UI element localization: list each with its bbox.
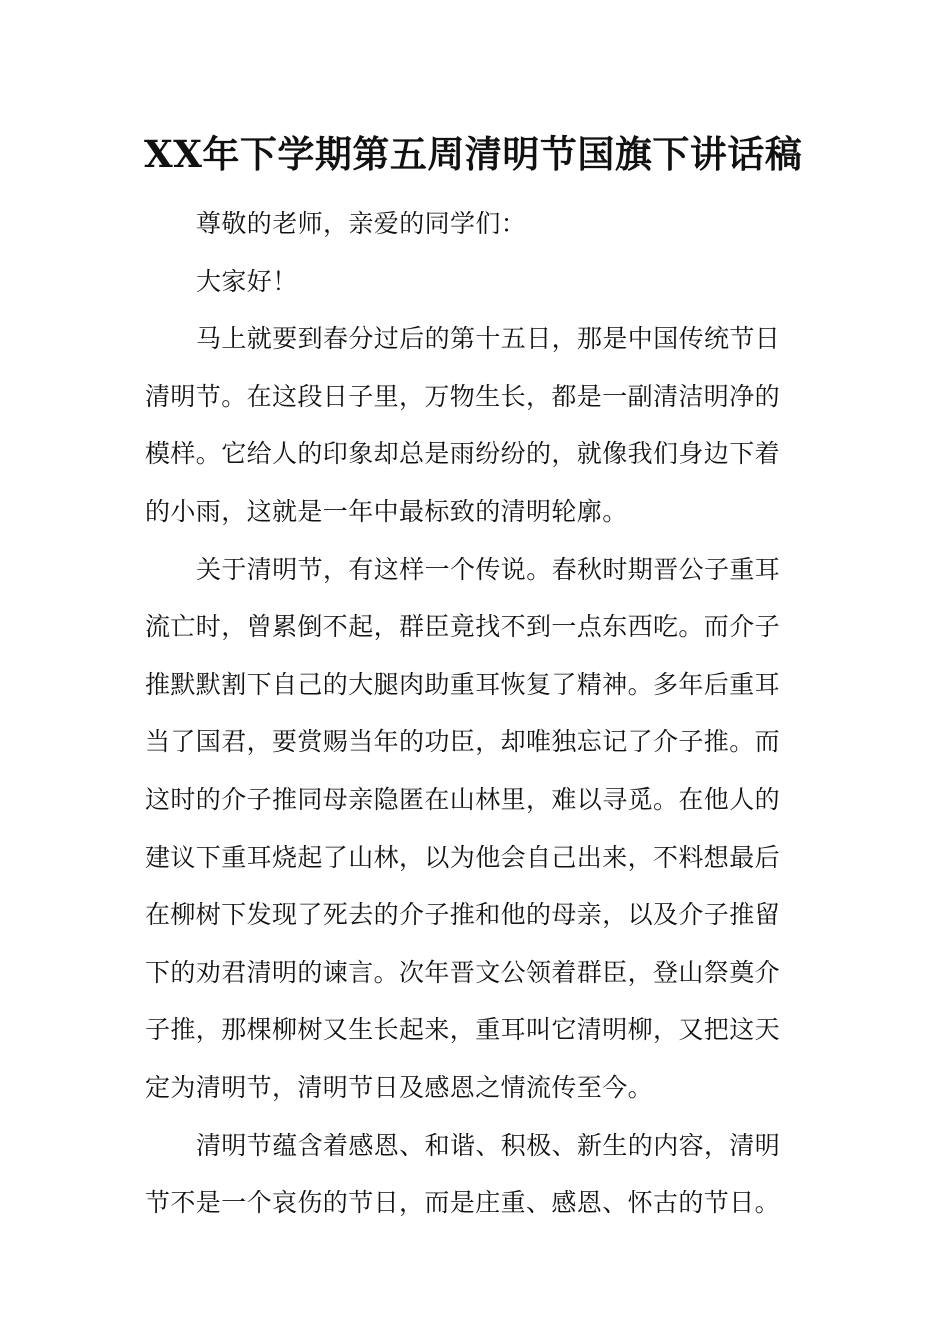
text-line: 当了国君，要赏赐当年的功臣，却唯独忘记了介子推。而 bbox=[145, 727, 781, 757]
text-line: 定为清明节，清明节日及感恩之情流传至今。 bbox=[145, 1072, 654, 1102]
text-line: 节不是一个哀伤的节日，而是庄重、感恩、怀古的节日。 bbox=[145, 1188, 781, 1218]
document-title: XX年下学期第五周清明节国旗下讲话稿 bbox=[144, 132, 803, 176]
text-line: 子推，那棵柳树又生长起来，重耳叫它清明柳，又把这天 bbox=[145, 1015, 781, 1045]
text-line: 流亡时，曾累倒不起，群臣竟找不到一点东西吃。而介子 bbox=[145, 612, 781, 642]
text-line: 大家好！ bbox=[196, 266, 298, 296]
text-line: 下的劝君清明的谏言。次年晋文公领着群臣，登山祭奠介 bbox=[145, 957, 781, 987]
document-body bbox=[145, 195, 810, 1232]
text-line: 模样。它给人的印象却总是雨纷纷的，就像我们身边下着 bbox=[145, 439, 781, 469]
text-line: 在柳树下发现了死去的介子推和他的母亲，以及介子推留 bbox=[145, 900, 781, 930]
text-line: 推默默割下自己的大腿肉助重耳恢复了精神。多年后重耳 bbox=[145, 669, 781, 699]
text-line: 的小雨，这就是一年中最标致的清明轮廓。 bbox=[145, 496, 628, 526]
text-line: 这时的介子推同母亲隐匿在山林里，难以寻觅。在他人的 bbox=[145, 784, 781, 814]
text-line: 建议下重耳烧起了山林，以为他会自己出来，不料想最后 bbox=[145, 842, 781, 872]
text-line: 关于清明节，有这样一个传说。春秋时期晋公子重耳 bbox=[196, 554, 781, 584]
text-line: 马上就要到春分过后的第十五日，那是中国传统节日 bbox=[196, 324, 781, 354]
text-line: 清明节蕴含着感恩、和谐、积极、新生的内容，清明 bbox=[196, 1130, 781, 1160]
text-line: 清明节。在这段日子里，万物生长，都是一副清洁明净的 bbox=[145, 381, 781, 411]
text-line: 尊敬的老师，亲爱的同学们： bbox=[196, 209, 527, 238]
